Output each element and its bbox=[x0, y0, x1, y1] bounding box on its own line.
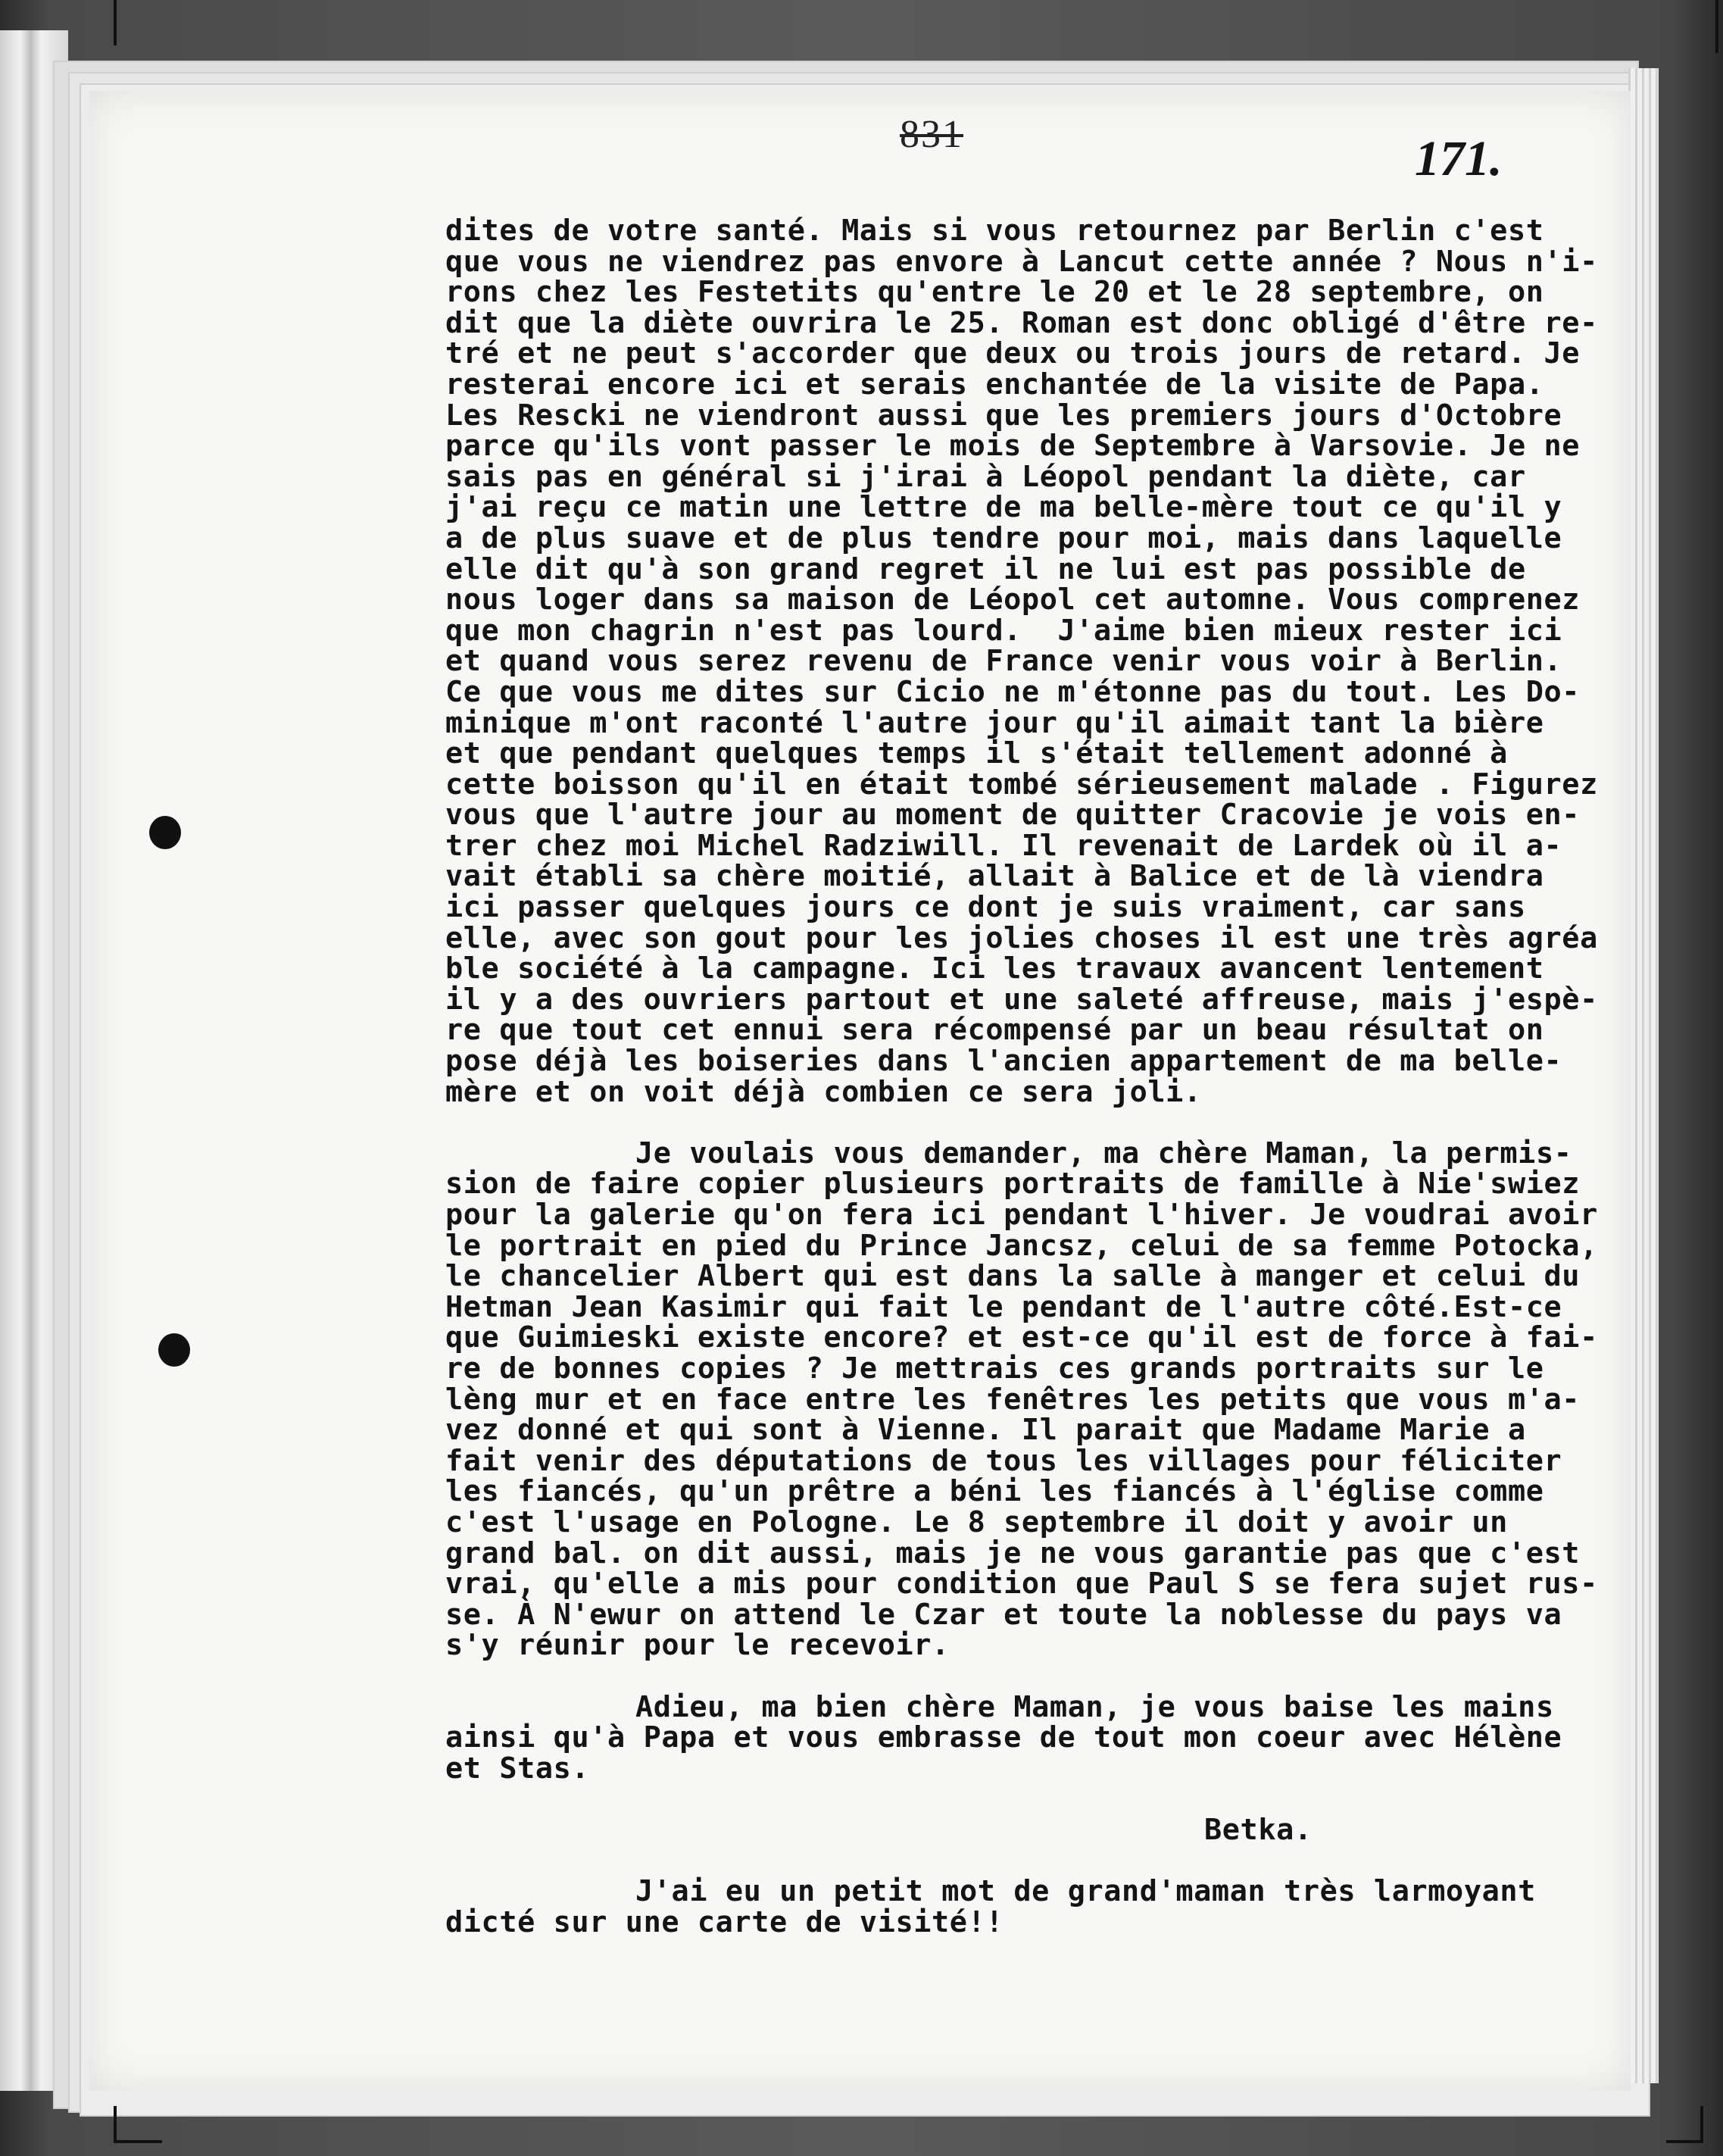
paragraph-gap bbox=[445, 1784, 1657, 1815]
text-line: vrai, qu'elle a mis pour condition que Paul S se fera sujet rus- bbox=[445, 1567, 1598, 1601]
text-line: ble société à la campagne. Ici les travaux avancent lentement bbox=[445, 951, 1544, 986]
text-line: dites de votre santé. Mais si vous retournez par Berlin c'est bbox=[445, 214, 1544, 248]
text-line: vez donné et qui sont à Vienne. Il parait que Madame Marie a bbox=[445, 1413, 1526, 1448]
text-line: re de bonnes copies ? Je mettrais ces grands portraits sur le bbox=[445, 1351, 1544, 1386]
text-line: dicté sur une carte de visité!! bbox=[445, 1904, 1004, 1939]
crop-mark bbox=[1666, 2106, 1703, 2143]
folio-number: 171. bbox=[1415, 131, 1503, 186]
paragraph-2 bbox=[445, 1136, 1657, 1663]
text-line: ici passer quelques jours ce dont je suis vraiment, car sans bbox=[445, 890, 1526, 925]
text-line: mère et on voit déjà combien ce sera joli. bbox=[445, 1074, 1202, 1109]
text-line: a de plus suave et de plus tendre pour moi, mais dans laquelle bbox=[445, 520, 1562, 555]
text-line: ainsi qu'à Papa et vous embrasse de tout mon coeur avec Hélène bbox=[445, 1720, 1562, 1755]
paragraph-gap bbox=[445, 1845, 1657, 1876]
text-line: grand bal. on dit aussi, mais je ne vous garantie pas que c'est bbox=[445, 1536, 1581, 1570]
paragraph-3 bbox=[445, 1689, 1657, 1786]
text-line: tré et ne peut s'accorder que deux ou trois jours de retard. Je bbox=[445, 336, 1581, 371]
text-line: dit que la diète ouvrira le 25. Roman est donc obligé d'être re- bbox=[445, 305, 1598, 340]
text-line: resterai encore ici et serais enchantée de la visite de Papa. bbox=[445, 367, 1544, 402]
paragraph-gap bbox=[445, 1108, 1657, 1139]
signature: Betka. bbox=[1204, 1812, 1313, 1847]
text-line: elle dit qu'à son grand regret il ne lui est pas possible de bbox=[445, 551, 1526, 586]
paragraph-1 bbox=[445, 216, 1657, 1108]
text-line: que mon chagrin n'est pas lourd. J'aime bien mieux rester ici bbox=[445, 613, 1562, 648]
text-line: Les Rescki ne viendront aussi que les premiers jours d'Octobre bbox=[445, 398, 1562, 433]
text-line: que vous ne viendrez pas envore à Lancut cette année ? Nous n'i- bbox=[445, 244, 1598, 279]
crop-mark bbox=[114, 0, 147, 45]
paragraph-gap bbox=[445, 1661, 1657, 1692]
text-line: les fiancés, qu'un prêtre a béni les fiancés à l'église comme bbox=[445, 1474, 1544, 1509]
crop-mark bbox=[1685, 0, 1718, 53]
old-page-number: 831 bbox=[900, 113, 963, 156]
text-line: fait venir des députations de tous les villages pour féliciter bbox=[445, 1443, 1562, 1478]
text-line: se. À N'ewur on attend le Czar et toute la noblesse du pays va bbox=[445, 1597, 1562, 1632]
text-line: pour la galerie qu'on fera ici pendant l'hiver. Je voudrai avoir bbox=[445, 1198, 1598, 1232]
text-line: Adieu, ma bien chère Maman, je vous baise les mains bbox=[635, 1689, 1554, 1724]
text-line: cette boisson qu'il en était tombé sérieusement malade . Figurez bbox=[445, 767, 1598, 801]
text-line: sais pas en général si j'irai à Léopol pendant la diète, car bbox=[445, 459, 1526, 494]
punch-hole bbox=[158, 1333, 190, 1367]
text-line: Hetman Jean Kasimir qui fait le pendant de l'autre côté.Est-ce bbox=[445, 1289, 1562, 1324]
text-line: et que pendant quelques temps il s'était tellement adonné à bbox=[445, 736, 1508, 771]
text-line: que Guimieski existe encore? et est-ce qu'il est de force à fai- bbox=[445, 1320, 1598, 1355]
text-line: vous que l'autre jour au moment de quitter Cracovie je vois en- bbox=[445, 798, 1581, 833]
crop-mark bbox=[114, 2106, 162, 2143]
text-line: rons chez les Festetits qu'entre le 20 et le 28 septembre, on bbox=[445, 275, 1544, 310]
text-line: pose déjà les boiseries dans l'ancien appartement de ma belle- bbox=[445, 1044, 1562, 1079]
text-line: le chancelier Albert qui est dans la salle à manger et celui du bbox=[445, 1259, 1581, 1294]
text-line: lèng mur et en face entre les fenêtres les petits que vous m'a- bbox=[445, 1382, 1581, 1417]
text-line: vait établi sa chère moitié, allait à Balice et de là viendra bbox=[445, 859, 1544, 894]
text-line: s'y réunir pour le recevoir. bbox=[445, 1628, 950, 1663]
text-line: nous loger dans sa maison de Léopol cet automne. Vous comprenez bbox=[445, 583, 1581, 617]
text-line: j'ai reçu ce matin une lettre de ma belle-mère tout ce qu'il y bbox=[445, 490, 1562, 525]
text-line: re que tout cet ennui sera récompensé par un beau résultat on bbox=[445, 1013, 1544, 1048]
text-line: et Stas. bbox=[445, 1751, 590, 1786]
text-line: elle, avec son gout pour les jolies choses il est une très agréa bbox=[445, 920, 1598, 955]
postscript bbox=[445, 1876, 1657, 1938]
text-line: Je voulais vous demander, ma chère Maman, la permis- bbox=[635, 1136, 1572, 1170]
text-line: minique m'ont raconté l'autre jour qu'il aimait tant la bière bbox=[445, 705, 1544, 740]
text-line: sion de faire copier plusieurs portraits de famille à Nie'swiez bbox=[445, 1167, 1581, 1201]
text-line: et quand vous serez revenu de France venir vous voir à Berlin. bbox=[445, 644, 1562, 679]
text-line: c'est l'usage en Pologne. Le 8 septembre il doit y avoir un bbox=[445, 1505, 1508, 1539]
text-line: le portrait en pied du Prince Jancsz, celui de sa femme Potocka, bbox=[445, 1228, 1598, 1263]
text-line: il y a des ouvriers partout et une saleté affreuse, mais j'espè- bbox=[445, 982, 1598, 1017]
text-line: Ce que vous me dites sur Cicio ne m'étonne pas du tout. Les Do- bbox=[445, 674, 1581, 709]
letter-body bbox=[445, 216, 1657, 1938]
text-line: J'ai eu un petit mot de grand'maman très larmoyant bbox=[635, 1874, 1536, 1909]
punch-hole bbox=[149, 816, 181, 849]
text-line: parce qu'ils vont passer le mois de Septembre à Varsovie. Je ne bbox=[445, 429, 1581, 464]
text-line: trer chez moi Michel Radziwill. Il revenait de Lardek où il a- bbox=[445, 828, 1562, 863]
